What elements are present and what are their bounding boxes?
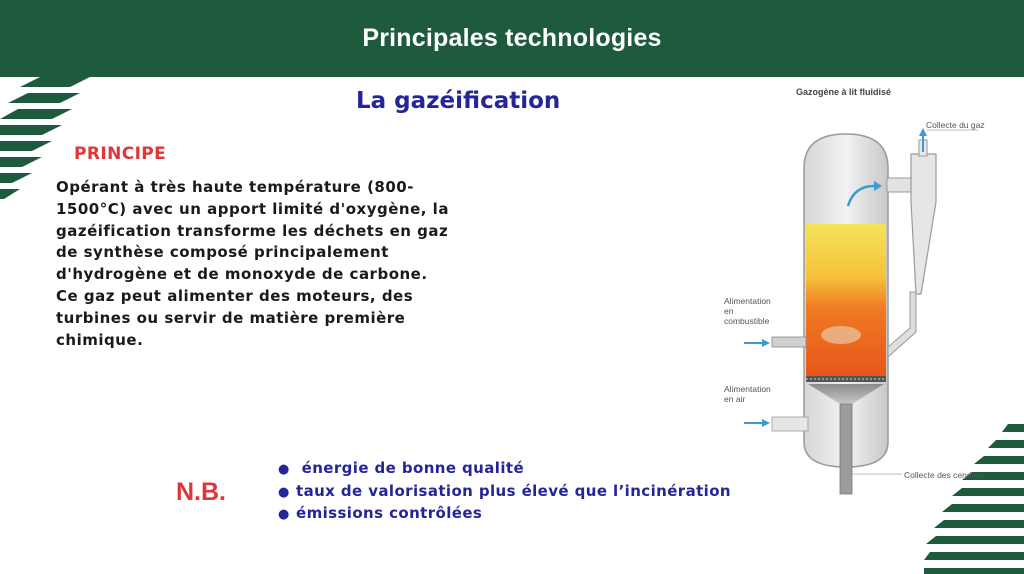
fuel-plume: [821, 326, 861, 344]
principe-line: gazéification transforme les déchets en gaz: [56, 221, 449, 240]
list-item: [278, 481, 731, 504]
ash-outlet-pipe: [840, 404, 852, 494]
principe-line: d'hydrogène et de monoxyde de carbone.: [56, 265, 428, 284]
nb-label: N.B.: [176, 478, 226, 506]
label-air-feed: Alimentation: [724, 384, 771, 394]
nb-list: [278, 458, 731, 526]
label-fuel-feed: combustible: [724, 316, 770, 326]
principe-paragraph: [56, 177, 456, 351]
principe-line: 1500°C) avec un apport limité d'oxygène, la: [56, 199, 449, 218]
label-fuel-feed: en: [724, 306, 734, 316]
principe-line: Ce gaz peut alimenter des moteurs, des: [56, 286, 414, 305]
nb-item-text: taux de valorisation plus élevé que l’incinération: [296, 481, 731, 500]
arrow-head-icon: [762, 419, 770, 427]
air-feed-pipe: [772, 417, 808, 431]
principe-line: de synthèse composé principalement: [56, 243, 389, 262]
fuel-feed-pipe: [772, 337, 806, 347]
label-gas-collection: Collecte du gaz: [926, 120, 985, 130]
nb-item-text: émissions contrôlées: [296, 504, 483, 522]
list-item: [278, 458, 731, 481]
principe-line: turbines ou servir de matière première: [56, 308, 406, 327]
principe-heading: PRINCIPE: [74, 144, 167, 164]
diagram-title: Gazogène à lit fluidisé: [796, 87, 892, 97]
list-item: [278, 503, 731, 526]
return-leg: [888, 292, 916, 357]
label-fuel-feed: Alimentation: [724, 296, 771, 306]
principe-line: chimique.: [56, 330, 144, 349]
label-ash-collection: Collecte des cendres: [904, 470, 984, 480]
nb-item-text: énergie de bonne qualité: [296, 459, 525, 477]
bullet-icon: ●: [278, 507, 290, 522]
arrow-head-icon: [762, 339, 770, 347]
label-air-feed: en air: [724, 394, 746, 404]
gasifier-diagram: [716, 82, 1016, 498]
bullet-icon: ●: [278, 484, 290, 500]
header-bar: [0, 0, 1024, 77]
section-subtitle: La gazéification: [356, 88, 561, 114]
gas-duct: [887, 178, 911, 192]
fluidized-bed: [806, 224, 886, 376]
cyclone: [911, 154, 936, 294]
principe-line: Opérant à très haute température (800-: [56, 178, 414, 196]
page-title: Principales technologies: [362, 24, 662, 52]
bullet-icon: ●: [278, 462, 290, 477]
